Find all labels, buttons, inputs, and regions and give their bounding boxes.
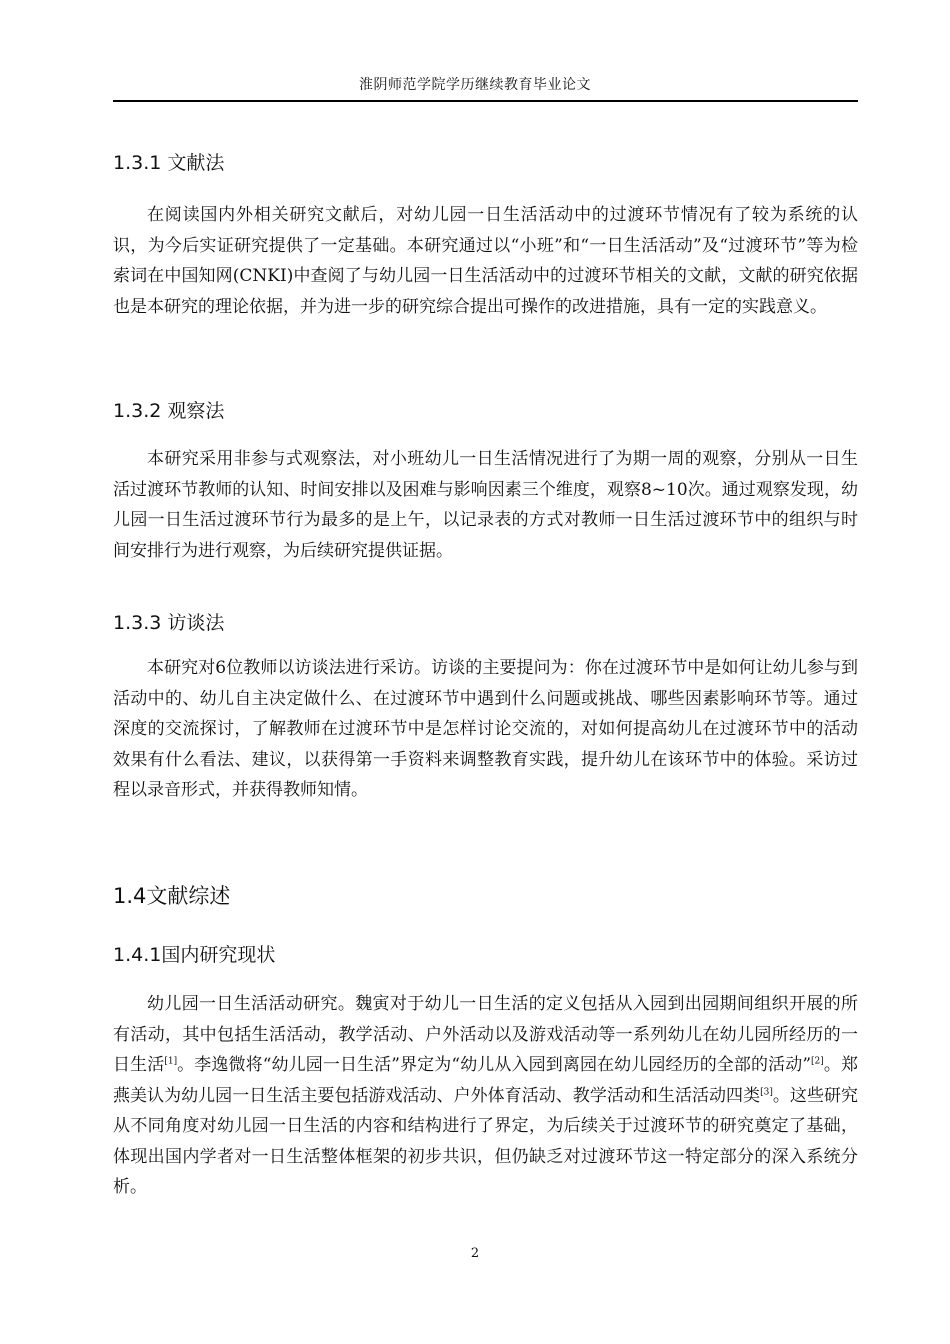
section-heading-1-3-2: 1.3.2 观察法	[113, 400, 225, 422]
section-paragraph-1-3-2: 本研究采用非参与式观察法，对小班幼儿一日生活情况进行了为期一周的观察，分别从一日生活过渡环节教师的认知、时间安排以及困难与影响因素三个维度，观察8~10次。通过观察发现，幼儿园一日生活过渡环节行为最多的是上午，以记录表的方式对教师一日生活过渡环节中的组织与时间安排行为进行观察，为后续研究提供证据。	[113, 449, 858, 561]
page-number: 2	[470, 1246, 480, 1261]
citation-ref-2: [2]	[811, 1056, 824, 1067]
citation-ref-3: [3]	[760, 1086, 773, 1097]
paragraph-text: 幼儿园一日生活活动研究。魏寅对于幼儿一日生活的定义包括从入园到出园期间组织开展的所有活动，其中包括生活活动，教学活动、户外活动以及游戏活动等一系列幼儿在幼儿园所经历的一日生活	[113, 994, 858, 1075]
section-heading-1-4: 1.4文献综述	[113, 884, 231, 908]
paragraph-text: 。李逸微将“幼儿园一日生活”界定为“幼儿从入园到离园在幼儿园经历的全部的活动”	[177, 1055, 812, 1075]
header-title: 淮阴师范学院学历继续教育毕业论文	[359, 77, 591, 93]
section-paragraph-1-4-1	[113, 989, 858, 1203]
section-paragraph-1-3-3: 本研究对6位教师以访谈法进行采访。访谈的主要提问为：你在过渡环节中是如何让幼儿参与到活动中的、幼儿自主决定做什么、在过渡环节中遇到什么问题或挑战、哪些因素影响环节等。通过深度的交流探讨，了解教师在过渡环节中是怎样讨论交流的，对如何提高幼儿在过渡环节中的活动效果有什么看法、建议，以获得第一手资料来调整教育实践，提升幼儿在该环节中的体验。采访过程以录音形式，并获得教师知情。	[113, 658, 858, 800]
paragraph-text: 。郑燕美认为幼儿园一日生活主要包括游戏活动、户外体育活动、教学活动和生活活动四类	[113, 1055, 859, 1106]
citation-ref-1: [1]	[164, 1056, 178, 1067]
section-heading-1-3-3: 1.3.3 访谈法	[113, 612, 225, 634]
header-divider	[113, 100, 858, 102]
section-paragraph-1-3-1: 在阅读国内外相关研究文献后，对幼儿园一日生活活动中的过渡环节情况有了较为系统的认识，为今后实证研究提供了一定基础。本研究通过以“小班”和“一日生活活动”及“过渡环节”等为检索词在中国知网(CNKI)中查阅了与幼儿园一日生活活动中的过渡环节相关的文献，文献的研究依据也是本研究的理论依据，并为进一步的研究综合提出可操作的改进措施，具有一定的实践意义。	[113, 205, 858, 317]
section-heading-1-3-1: 1.3.1 文献法	[113, 152, 225, 174]
section-heading-1-4-1: 1.4.1国内研究现状	[113, 944, 276, 966]
paragraph-text: 。这些研究从不同角度对幼儿园一日生活的内容和结构进行了界定，为后续关于过渡环节的研究奠定了基础，体现出国内学者对一日生活整体框架的初步共识，但仍缺乏对过渡环节这一特定部分的深入系统分析。	[113, 1085, 859, 1197]
